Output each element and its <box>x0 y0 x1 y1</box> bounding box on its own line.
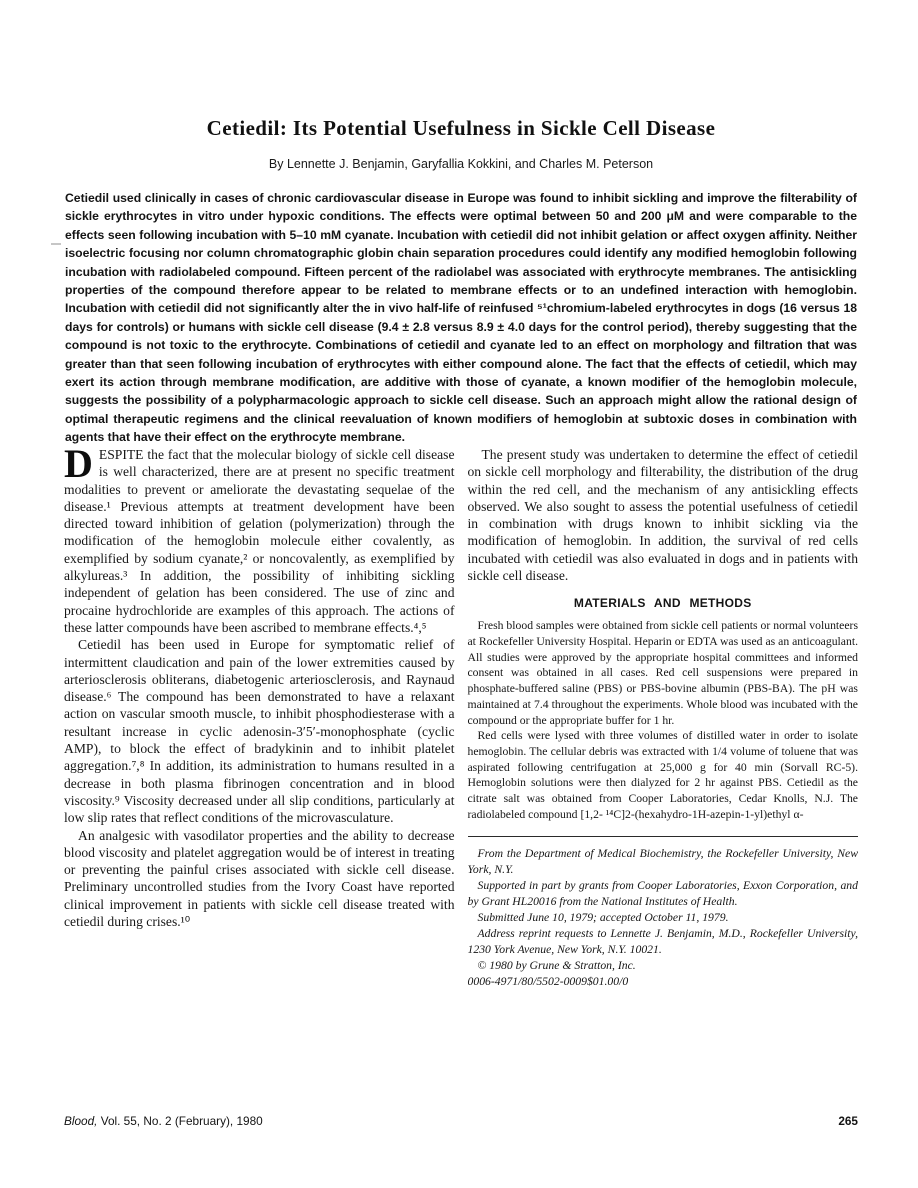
dropcap-letter: D <box>64 441 93 486</box>
intro-paragraph-3: An analgesic with vasodilator properties and the ability to decrease blood viscosity and platelet aggregation would be of interest in treating or preventing the painful crises associated with sickle cell disease. Preliminary uncontrolled studies from the Ivory Coast have reported clinical improvement in patients with sickle cell disease treated with cetiedil during crises.¹⁰ <box>64 827 455 930</box>
page-footer <box>64 1114 858 1128</box>
article-byline: By Lennette J. Benjamin, Garyfallia Kokkini, and Charles M. Peterson <box>268 157 654 171</box>
intro-paragraph-1 <box>64 441 455 636</box>
footnote-reprint-address: Address reprint requests to Lennette J. Benjamin, M.D., Rockefeller University, 1230 York Avenue, New York, N.Y. 10021. <box>467 926 858 956</box>
footnote-support: Supported in part by grants from Cooper Laboratories, Exxon Corporation, and by Grant HL20016 from the National Institutes of Health. <box>467 878 858 908</box>
two-column-body <box>64 441 858 990</box>
footnote-copyright: © 1980 by Grune & Stratton, Inc. <box>477 958 636 972</box>
footnote-affiliation: From the Department of Medical Biochemistry, the Rockefeller University, New York, N.Y. <box>467 846 858 876</box>
journal-citation <box>64 1114 263 1128</box>
page-number: 265 <box>838 1114 858 1128</box>
study-purpose-paragraph: The present study was undertaken to determine the effect of cetiedil on sickle cell morphology and filterability, the distribution of the drug within the red cell, and the mechanism of any antisickling effects observed. We also sought to assess the potential usefulness of cetiedil in combination with drugs known to inhibit sickling via the modification of hemoglobin. In addition, the survival of red cells incubated with cetiedil was also evaluated in dogs and in patients with sickle cell disease. <box>467 447 858 584</box>
footnote-divider-rule <box>468 836 859 837</box>
left-column <box>64 441 455 990</box>
footnote-block <box>468 846 859 990</box>
intro-paragraph-2: Cetiedil has been used in Europe for symptomatic relief of intermittent claudication and pain of the lower extremities caused by arteriosclerosis obliterans, diabetogenic arteriosclerosis, and Raynaud disease.⁶ The compound has been demonstrated to have a relaxant action on vascular smooth muscle, to inhibit phosphodiesterase with a resultant increase in cyclic adenosin-3′5′-monophosphate (cyclic AMP), to block the effect of bradykinin and to inhibit platelet aggregation.⁷,⁸ In addition, its administration to humans resulted in a decrease in both plasma fibrinogen concentration and in blood viscosity.⁹ Viscosity decreased under all slip conditions, particularly at low slip rates that reflect conditions of the microvasculature. <box>64 637 455 826</box>
scan-artifact-mark <box>51 243 61 245</box>
footnote-issn-code: 0006-4971/80/5502-0009$01.00/0 <box>467 974 629 988</box>
abstract-text: Cetiedil used clinically in cases of chronic cardiovascular disease in Europe was found to inhibit sickling and improve the filterability of sickle erythrocytes in vitro under hypoxic conditions. The effects were optimal between 50 and 200 μM and were comparable to the effects seen following incubation with 5–10 mM cyanate. Incubation with cetiedil did not inhibit gelation or affect oxygen affinity. Neither isoelectric focusing nor column chromatographic globin chain separation procedures could identify any modified hemoglobin following incubation with radiolabeled compound. Fifteen percent of the radiolabel was associated with erythrocyte membranes. The antisickling properties of the compound therefore appear to be related to membrane effects or to an undefined interaction with hemoglobin. Incubation with cetiedil did not significantly alter the in vivo half-life of reinfused ⁵¹chromium-labeled erythrocytes in dogs (16 versus 18 days for controls) or humans with sickle cell disease (9.4 ± 2.8 versus 8.9 ± 4.0 days for the control period), thereby suggesting that the compound is not toxic to the erythrocyte. Combinations of cetiedil and cyanate led to an effect on morphology and filtration that was greater than that seen following incubation of erythrocytes with either compound alone. The fact that the effects of cetiedil, which may exert its action through membrane modification, are additive with those of cyanate, a known modifier of the hemoglobin molecule, suggests the possibility of a polypharmacologic approach to sickle cell disease. Such an approach might allow the rational design of optimal therapeutic regimens and the clinical reevaluation of known modifiers of hemoglobin at subtoxic doses in combination with agents that have their effect on the erythrocyte membrane. <box>65 191 857 445</box>
journal-name: Blood, <box>64 1114 98 1128</box>
materials-and-methods-heading: MATERIALS AND METHODS <box>573 596 752 611</box>
article-title: Cetiedil: Its Potential Usefulness in Sickle Cell Disease <box>206 116 716 140</box>
methods-paragraph-1: Fresh blood samples were obtained from sickle cell patients or normal volunteers at Rockefeller University Hospital. Heparin or EDTA was used as an anticoagulant. All studies were approved by the appropriate hospital committees and informed consent was obtained in all cases. Red cell suspensions were prepared in phosphate-buffered saline (PBS) or PBS-bovine albumin (PBS-BA). The pH was maintained at 7.4 throughout the experiments. Whole blood was incubated with the compound or the appropriate buffer for 1 hr. <box>467 619 858 727</box>
footnote-dates: Submitted June 10, 1979; accepted October 11, 1979. <box>477 910 729 924</box>
journal-citation-rest: Vol. 55, No. 2 (February), 1980 <box>97 1114 263 1128</box>
intro-paragraph-1-text: ESPITE the fact that the molecular biology of sickle cell disease is well characterized, there are at present no specific treatment modalities to prevent or ameliorate the devastating sequelae of the disease.¹ Previous attempts at treatment development have been directed toward inhibition of gelation (polymerization) through the modification of the hemoglobin molecule either covalently, as exemplified by sodium cyanate,² or noncovalently, as exemplified by alkylureas.³ In addition, the possibility of inhibiting sickling independent of gelation has been considered. The use of zinc and procaine hydrochloride are examples of this approach. The actions of these latter compounds have been ascribed to membrane effects.⁴,⁵ <box>64 447 455 635</box>
right-column <box>468 446 859 990</box>
methods-paragraph-2: Red cells were lysed with three volumes of distilled water in order to isolate hemoglobin. The cellular debris was extracted with 1/4 volume of toluene that was aspirated following centrifugation at 25,000 g for 40 min (Sorvall RC-5). Hemoglobin solutions were then dialyzed for 2 hr against PBS. Cetiedil as the citrate salt was obtained from Cooper Laboratories, Cedar Knolls, N.J. The radiolabeled compound [1,2- ¹⁴C]2-(hexahydro-1H-azepin-1-yl)ethyl α- <box>467 729 858 821</box>
